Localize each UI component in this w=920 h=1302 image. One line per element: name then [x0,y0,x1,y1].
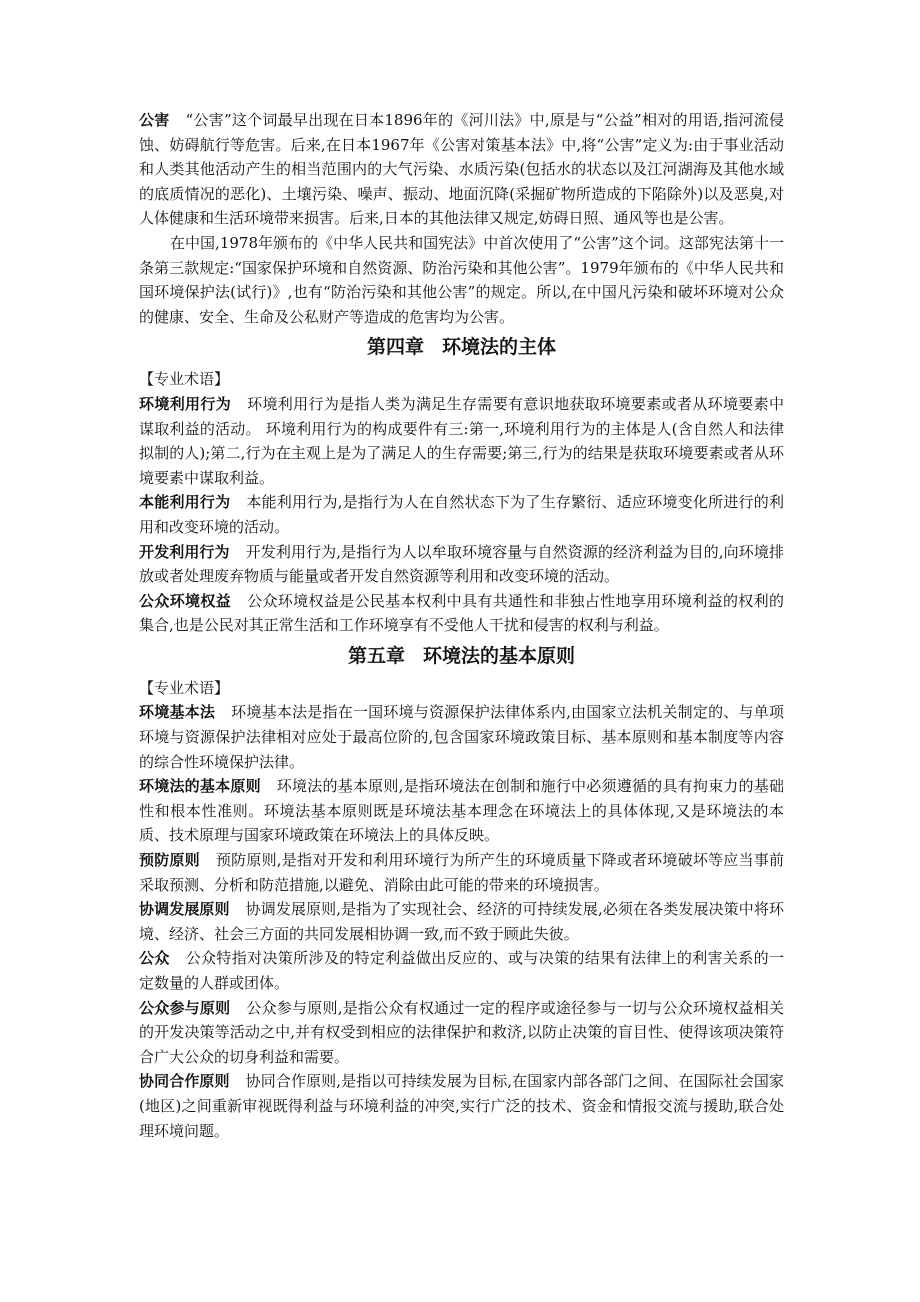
term-definition: 环境利用行为是指人类为满足生存需要有意识地获取环境要素或者从环境要素中谋取利益的活动。 环境利用行为的构成要件有三:第一,环境利用行为的主体是人(含自然人和法律拟制的人);第二,行为在主观上是为了满足人的生存需要;第三,行为的结果是获取环境要素或者从环境要素中谋取利益。 [139,394,784,487]
term-entry [139,996,784,1070]
chapter-heading [139,329,784,367]
term-label: 预防原则 [139,851,200,870]
term-definition: 公众特指对决策所涉及的特定利益做出反应的、或与决策的结果有法律上的利害关系的一定数量的人群或团体。 [139,949,784,992]
term-label: 协同合作原则 [139,1072,230,1091]
chapter-number: 第五章 [347,644,405,667]
term-label: 开发利用行为 [139,542,230,561]
term-entry [139,589,784,638]
intro-paragraph-2: 在中国,1978年颁布的《中华人民共和国宪法》中首次使用了“公害”这个词。这部宪法第十一条第三款规定:“国家保护环境和自然资源、防治污染和其他公害”。1979年颁布的《中华人民共和国环境保护法(试行)》,也有“防治污染和其他公害”的规定。所以,在中国凡污染和破坏环境对公众的健康、安全、生命及公私财产等造成的危害均为公害。 [139,233,784,326]
term-label: 环境利用行为 [139,394,232,413]
chapter-title: 环境法的基本原则 [423,644,576,667]
term-entry [139,848,784,897]
term-definition: 环境法的基本原则,是指环境法在创制和施行中必须遵循的具有拘束力的基础性和根本性准则。环境法基本原则既是环境法基本理念在环境法上的具体体现,又是环境法的本质、技术原理与国家环境政策在环境法上的具体反映。 [139,777,784,845]
term-label: 公众 [139,949,170,968]
section-tag: 【专业术语】 [139,370,230,389]
term-label: 公众环境权益 [139,591,232,610]
term-definition: 环境基本法是指在一国环境与资源保护法律体系内,由国家立法机关制定的、与单项环境与资源保护法律相对应处于最高位阶的,包含国家环境政策目标、基本原则和基本制度等内容的综合性环境保护法律。 [139,703,784,771]
term-definition: 预防原则,是指对开发和利用环境行为所产生的环境质量下降或者环境破坏等应当事前采取预测、分析和防范措施,以避免、消除由此可能的带来的环境损害。 [139,851,784,894]
chapter-title: 环境法的主体 [442,336,557,359]
term-label: 协调发展原则 [139,900,230,919]
term-entry [139,392,784,490]
term-definition: 公众环境权益是公民基本权利中具有共通性和非独占性地享用环境利益的权利的集合,也是公民对其正常生活和工作环境享有不受他人干扰和侵害的权利与利益。 [139,591,784,635]
term-entry [139,1069,784,1143]
intro-paragraph-1 [139,108,784,231]
term-entry [139,946,784,995]
term-entry [139,700,784,774]
section-tag: 【专业术语】 [139,678,230,697]
term-definition: 公众参与原则,是指公众有权通过一定的程序或途径参与一切与公众环境权益相关的开发决策等活动之中,并有权受到相应的法律保护和救济,以防止决策的盲目性、使得该项决策符合广大公众的切身利益和需要。 [139,998,784,1066]
term-entry [139,774,784,848]
term-entry [139,540,784,589]
term-definition: “公害”这个词最早出现在日本1896年的《河川法》中,原是与“公益”相对的用语,指河流侵蚀、妨碍航行等危害。后来,在日本1967年《公害对策基本法》中,将“公害”定义为:由于事业活动和人类其他活动产生的相当范围内的大气污染、水质污染(包括水的状态以及江河湖海及其他水域的底质情况的恶化)、土壤污染、噪声、振动、地面沉降(采掘矿物所造成的下陷除外)以及恶臭,对人体健康和生活环境带来损害。后来,日本的其他法律又规定,妨碍日照、通风等也是公害。 [139,111,784,228]
term-label: 环境基本法 [139,703,216,722]
document-page [139,108,784,1143]
term-entry [139,897,784,946]
term-label: 公害 [139,111,170,129]
term-definition: 开发利用行为,是指行为人以牟取环境容量与自然资源的经济利益为目的,向环境排放或者处理废弃物质与能量或者开发自然资源等利用和改变环境的活动。 [139,542,784,586]
term-definition: 协调发展原则,是指为了实现社会、经济的可持续发展,必须在各类发展决策中将环境、经济、社会三方面的共同发展相协调一致,而不致于顾此失彼。 [139,900,784,943]
term-label: 本能利用行为 [139,493,231,512]
term-entry [139,490,784,539]
chapter-number: 第四章 [366,336,424,359]
term-label: 环境法的基本原则 [139,777,261,796]
term-definition: 协同合作原则,是指以可持续发展为目标,在国家内部各部门之间、在国际社会国家(地区)之间重新审视既得利益与环境利益的冲突,实行广泛的技术、资金和情报交流与援助,联合处理环境问题。 [139,1072,784,1140]
chapter-heading [139,638,784,676]
term-definition: 本能利用行为,是指行为人在自然状态下为了生存繁衍、适应环境变化所进行的利用和改变环境的活动。 [139,493,784,536]
term-label: 公众参与原则 [139,998,231,1017]
